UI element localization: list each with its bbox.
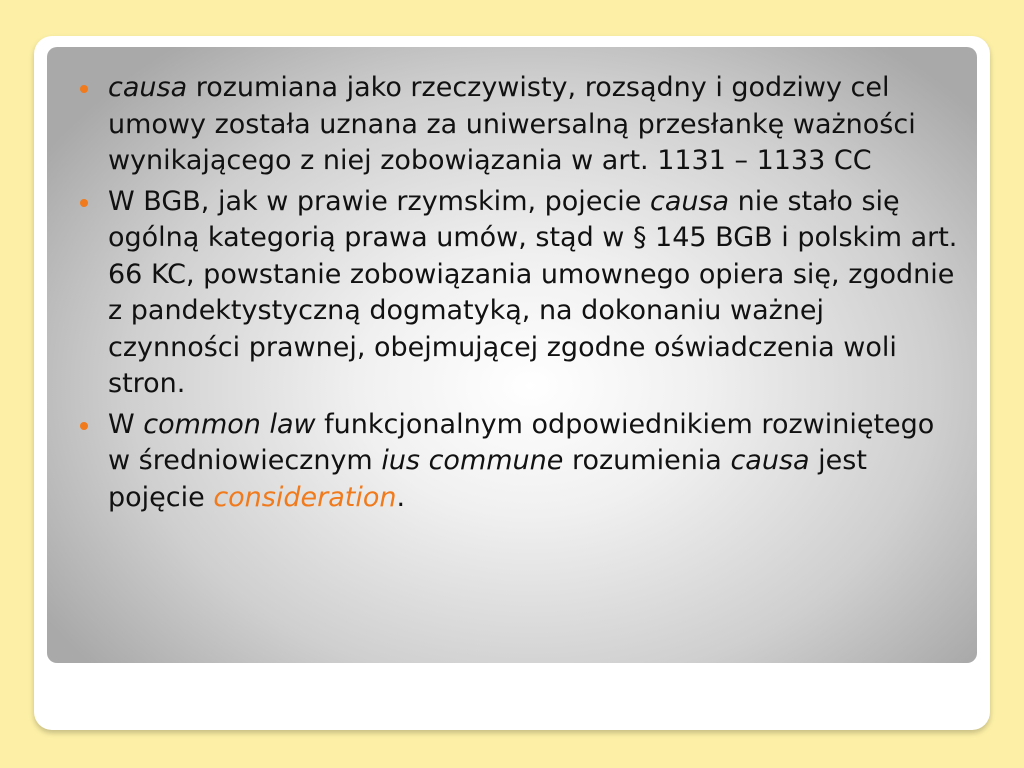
bullet-3-text-part: jest pojęcie [108, 445, 867, 513]
bullet-1-text-part: rozumiana jako rzeczywisty, rozsądny i godziwy cel umowy została uznana za uniwersalną przesłankę ważności wynikającego z niej zobowiązania w art. 1131 – 1133 CC [108, 72, 916, 176]
bullet-3-text-part: common law [143, 408, 316, 440]
bullet-2-text-part: nie stało się ogólną kategorią prawa umów, stąd w § 145 BGB i polskim art. 66 KC, powstanie zobowiązania umownego opiera się, zgodnie z pandektystyczną dogmatyką, na dokonaniu ważnej czynności prawnej, obejmującej zgodne oświadczenia woli stron. [108, 185, 958, 399]
bullet-3-text-part: ius commune [381, 445, 564, 476]
bullet-3-text-part: causa [730, 445, 810, 476]
bullet-3-text-part: rozumienia [563, 445, 731, 476]
bullet-item-3 [80, 407, 960, 517]
bullet-dot-icon [80, 422, 88, 430]
bullet-3-accent-term: consideration [213, 481, 397, 513]
bullet-list [80, 70, 960, 520]
bullet-item-1 [80, 70, 960, 180]
bullet-item-2 [80, 184, 960, 403]
bullet-dot-icon [80, 85, 88, 93]
bullet-3-text-part: funkcjonalnym odpowiednikiem rozwiniętego w średniowiecznym [108, 408, 935, 476]
bullet-1-text-part: causa [108, 72, 188, 103]
bullet-3-text-part: W [108, 408, 144, 440]
bullet-dot-icon [80, 199, 88, 207]
bullet-3-text-part: . [396, 481, 406, 513]
bullet-2-text-part: causa [649, 185, 730, 217]
bullet-2-text-part: W BGB, jak w prawie rzymskim, pojecie [108, 185, 650, 217]
